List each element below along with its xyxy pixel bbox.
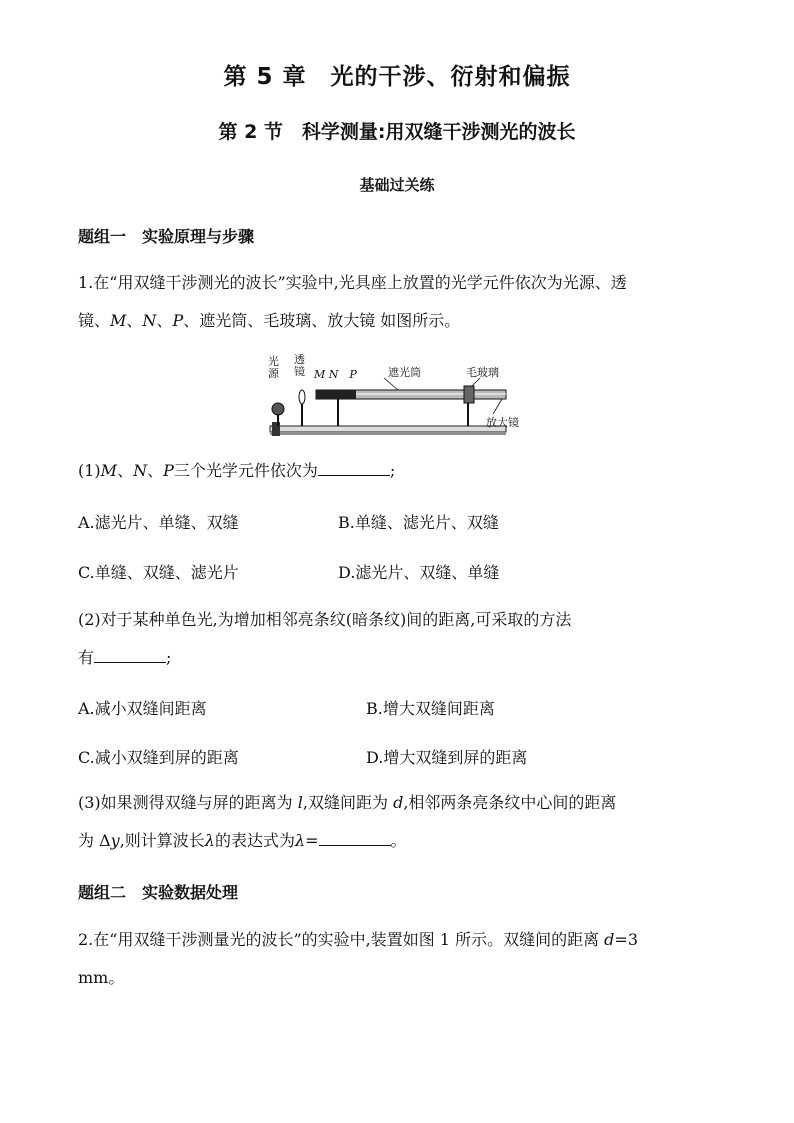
- option-2c: C.减小双缝到屏的距离: [78, 748, 239, 767]
- answer-blank-3[interactable]: [319, 831, 391, 846]
- option-2d: D.增大双缝到屏的距离: [366, 748, 528, 767]
- question-2-line-1: 2.在“用双缝干涉测量光的波长”的实验中,装置如图 1 所示。双缝间的距离 d=3: [78, 930, 638, 949]
- option-2b: B.增大双缝间距离: [366, 699, 495, 718]
- answer-blank-1[interactable]: [318, 461, 390, 476]
- question-1-part-1: (1)M、N、P三个光学元件依次为 ;: [78, 461, 396, 480]
- question-2-line-2: mm。: [78, 968, 125, 987]
- option-1a: A.滤光片、单缝、双缝: [78, 513, 239, 532]
- option-1d: D.滤光片、双缝、单缝: [338, 563, 500, 582]
- question-1-part-3-line-1: (3)如果测得双缝与屏的距离为 l,双缝间距为 d,相邻两条亮条纹中心间的距离: [78, 793, 617, 812]
- label-tube: 遮光筒: [388, 366, 421, 379]
- label-mnp: M N P: [314, 368, 357, 381]
- section-title: 第 2 节 科学测量:用双缝干涉测光的波长: [218, 121, 576, 143]
- option-1b: B.单缝、滤光片、双缝: [338, 513, 499, 532]
- option-2a: A.减小双缝间距离: [78, 699, 207, 718]
- question-1-intro-line-1: 1.在“用双缝干涉测光的波长”实验中,光具座上放置的光学元件依次为光源、透: [78, 273, 627, 292]
- chapter-title: 第 5 章 光的干涉、衍射和偏振: [223, 64, 571, 90]
- exercise-level-title: 基础过关练: [359, 176, 435, 194]
- question-1-intro: [78, 264, 718, 340]
- label-ground-glass: 毛玻璃: [466, 366, 499, 379]
- label-magnifier: 放大镜: [486, 416, 519, 429]
- group-heading-2: 题组二 实验数据处理: [78, 883, 239, 902]
- option-1c: C.单缝、双缝、滤光片: [78, 563, 239, 582]
- label-light-source: 光源: [268, 355, 279, 380]
- optical-bench-figure: [268, 352, 528, 442]
- question-1-intro-line-2: 镜、M、N、P、遮光筒、毛玻璃、放大镜 如图所示。: [78, 311, 461, 330]
- question-1-part-2-line-2: 有 ;: [78, 648, 172, 667]
- label-lens: 透镜: [294, 353, 305, 378]
- question-1-part-2: [78, 601, 718, 677]
- question-2-intro: [78, 921, 718, 997]
- question-1-part-3-line-2: 为 Δy,则计算波长λ的表达式为λ= 。: [78, 831, 407, 850]
- question-1-part-2-line-1: (2)对于某种单色光,为增加相邻亮条纹(暗条纹)间的距离,可采取的方法: [78, 610, 572, 629]
- answer-blank-2[interactable]: [94, 648, 166, 663]
- group-heading-1: 题组一 实验原理与步骤: [78, 227, 255, 246]
- question-1-part-3: [78, 784, 718, 860]
